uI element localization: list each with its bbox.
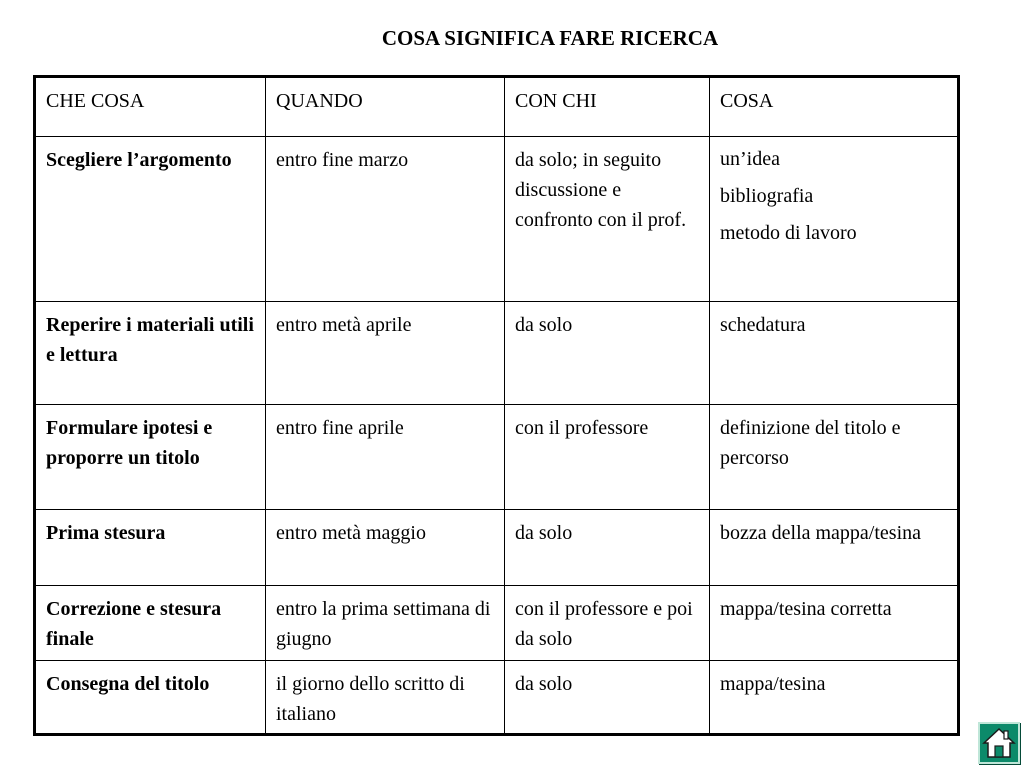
with-whom-cell: con il professore e poi da solo [505,586,710,661]
what-cell: definizione del titolo e percorso [710,405,959,510]
stage-cell: Formulare ipotesi e proporre un titolo [35,405,266,510]
what-item: metodo di lavoro [720,222,857,244]
with-whom-cell: da solo; in seguito discussione e confronto con il prof. [505,137,710,302]
home-button[interactable] [978,722,1020,764]
table-row [35,510,959,586]
stage-cell: Scegliere l’argomento [35,137,266,302]
what-cell: mappa/tesina [710,661,959,735]
table-row [35,586,959,661]
home-icon [980,724,1018,762]
when-cell: entro fine marzo [266,137,505,302]
with-whom-cell: con il professore [505,405,710,510]
header-cosa: COSA [710,77,959,137]
research-plan-table [33,75,960,736]
table-row [35,137,959,302]
table-row [35,405,959,510]
with-whom-cell: da solo [505,302,710,405]
when-cell: il giorno dello scritto di italiano [266,661,505,735]
stage-cell: Prima stesura [35,510,266,586]
stage-cell: Reperire i materiali utili e lettura [35,302,266,405]
header-quando: QUANDO [266,77,505,137]
stage-cell: Consegna del titolo [35,661,266,735]
table-row [35,302,959,405]
what-cell [710,137,959,302]
what-cell: schedatura [710,302,959,405]
what-cell: bozza della mappa/tesina [710,510,959,586]
with-whom-cell: da solo [505,661,710,735]
header-che-cosa: CHE COSA [35,77,266,137]
when-cell: entro fine aprile [266,405,505,510]
when-cell: entro la prima settimana di giugno [266,586,505,661]
when-cell: entro metà maggio [266,510,505,586]
with-whom-cell: da solo [505,510,710,586]
what-item: bibliografia [720,185,814,207]
what-cell: mappa/tesina corretta [710,586,959,661]
when-cell: entro metà aprile [266,302,505,405]
table-header-row [35,77,959,137]
stage-cell: Correzione e stesura finale [35,586,266,661]
slide-title: COSA SIGNIFICA FARE RICERCA [381,26,719,50]
table-row [35,661,959,735]
header-con-chi: CON CHI [505,77,710,137]
what-item: un’idea [720,148,780,170]
